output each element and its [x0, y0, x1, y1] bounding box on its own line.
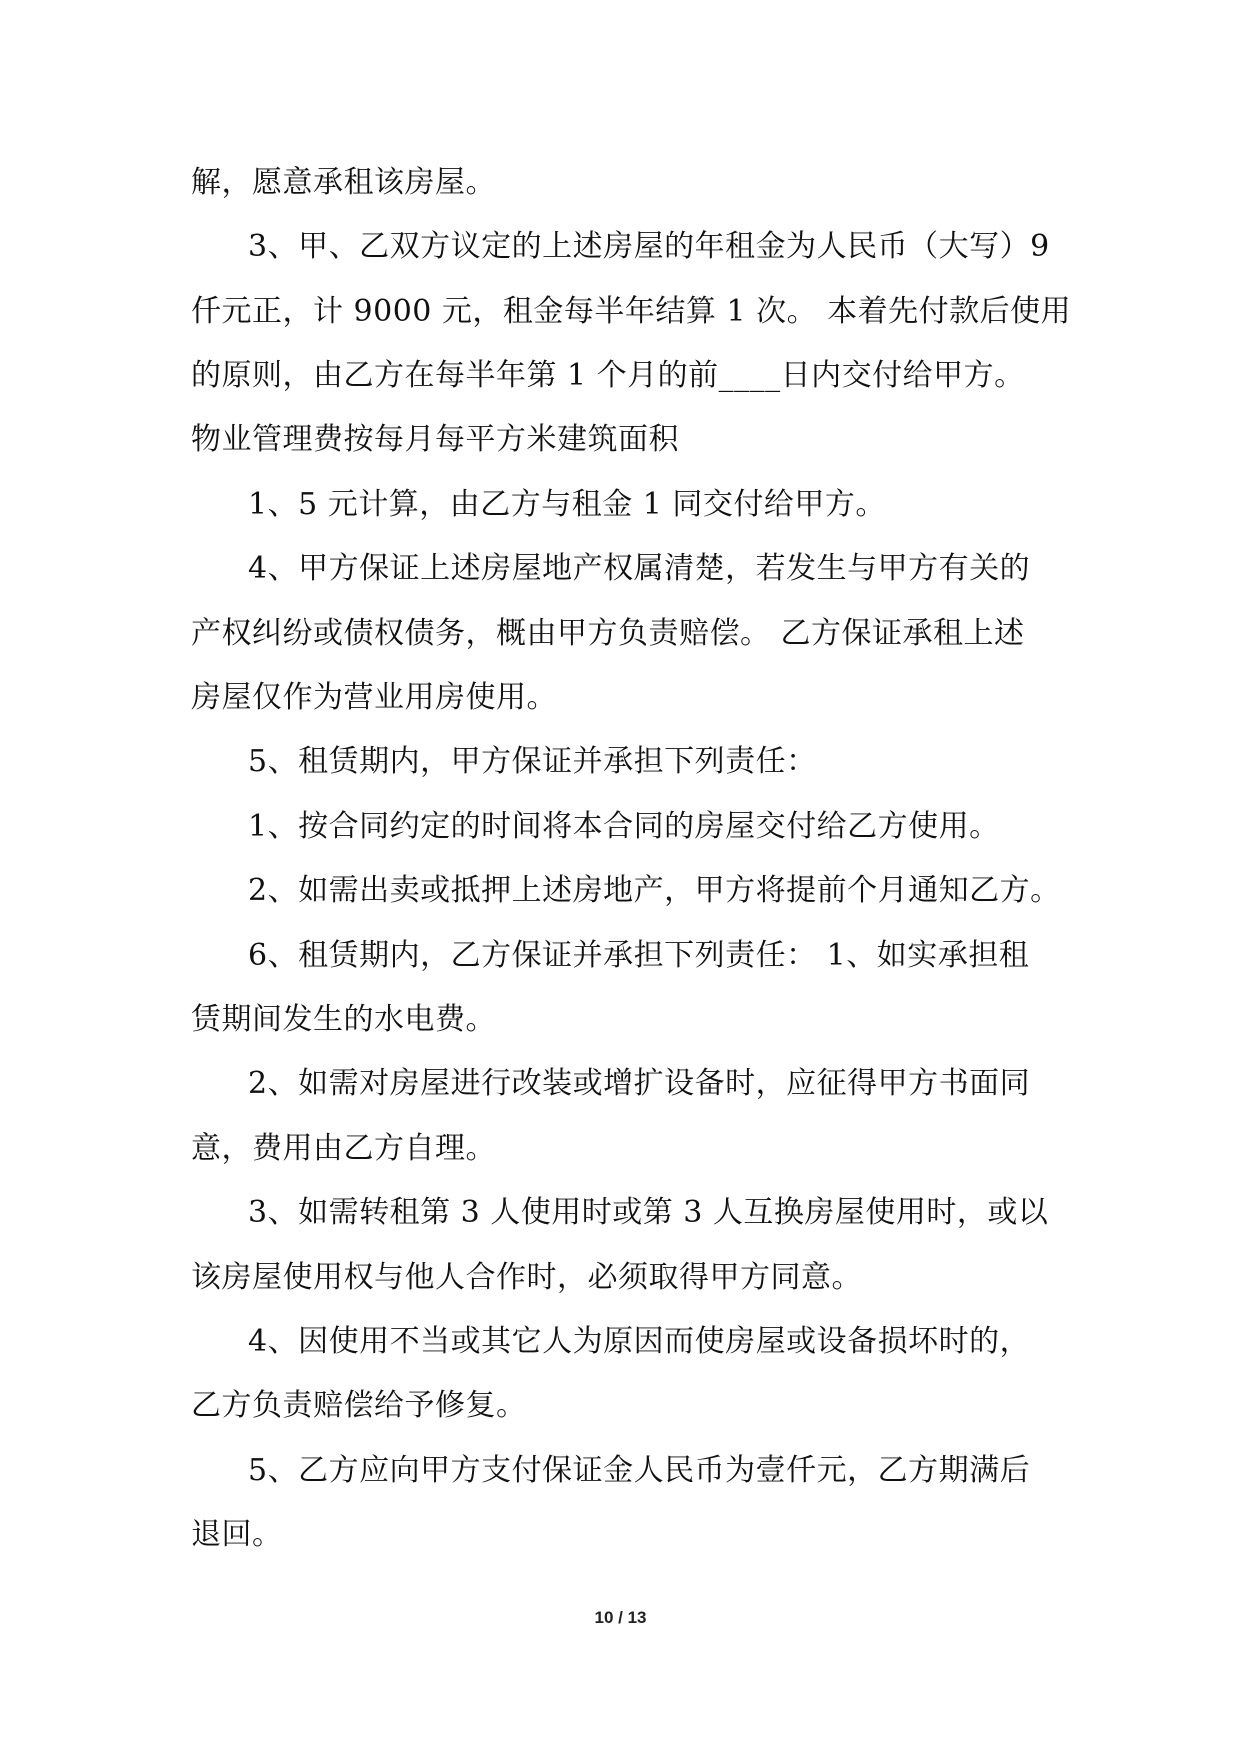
text-line: 5、租赁期内，甲方保证并承担下列责任：	[248, 744, 817, 779]
text-line: 意，费用由乙方自理。	[191, 1131, 496, 1166]
text-line: 物业管理费按每月每平方米建筑面积	[191, 422, 679, 457]
text-line: 的原则，由乙方在每半年第 1 个月的前____日内交付给甲方。	[191, 358, 1025, 393]
text-line: 解，愿意承租该房屋。	[191, 165, 496, 200]
text-line: 赁期间发生的水电费。	[191, 1002, 496, 1037]
text-line: 2、如需对房屋进行改装或增扩设备时，应征得甲方书面同	[248, 1066, 1031, 1101]
text-line: 6、租赁期内，乙方保证并承担下列责任： 1、如实承担租	[248, 938, 1030, 973]
text-line: 5、乙方应向甲方支付保证金人民币为壹仟元，乙方期满后	[248, 1453, 1031, 1488]
text-line: 1、5 元计算，由乙方与租金 1 同交付给甲方。	[248, 487, 886, 522]
text-line: 2、如需出卖或抵押上述房地产，甲方将提前个月通知乙方。	[248, 873, 1061, 908]
text-line: 产权纠纷或债权债务，概由甲方负责赔偿。 乙方保证承租上述	[191, 616, 1025, 651]
text-line: 4、甲方保证上述房屋地产权属清楚，若发生与甲方有关的	[248, 551, 1031, 586]
text-line: 3、甲、乙双方议定的上述房屋的年租金为人民币（大写）9	[248, 229, 1050, 264]
text-line: 房屋仅作为营业用房使用。	[191, 680, 557, 715]
page-number: 10 / 13	[594, 1608, 647, 1627]
text-line: 4、因使用不当或其它人为原因而使房屋或设备损坏时的，	[248, 1324, 1031, 1359]
text-line: 退回。	[191, 1517, 283, 1552]
text-line: 仟元正，计 9000 元，租金每半年结算 1 次。 本着先付款后使用	[191, 294, 1072, 329]
text-line: 3、如需转租第 3 人使用时或第 3 人互换房屋使用时，或以	[248, 1195, 1049, 1230]
text-line: 1、按合同约定的时间将本合同的房屋交付给乙方使用。	[248, 809, 1000, 844]
text-line: 该房屋使用权与他人合作时，必须取得甲方同意。	[191, 1260, 862, 1295]
text-line: 乙方负责赔偿给予修复。	[191, 1388, 527, 1423]
